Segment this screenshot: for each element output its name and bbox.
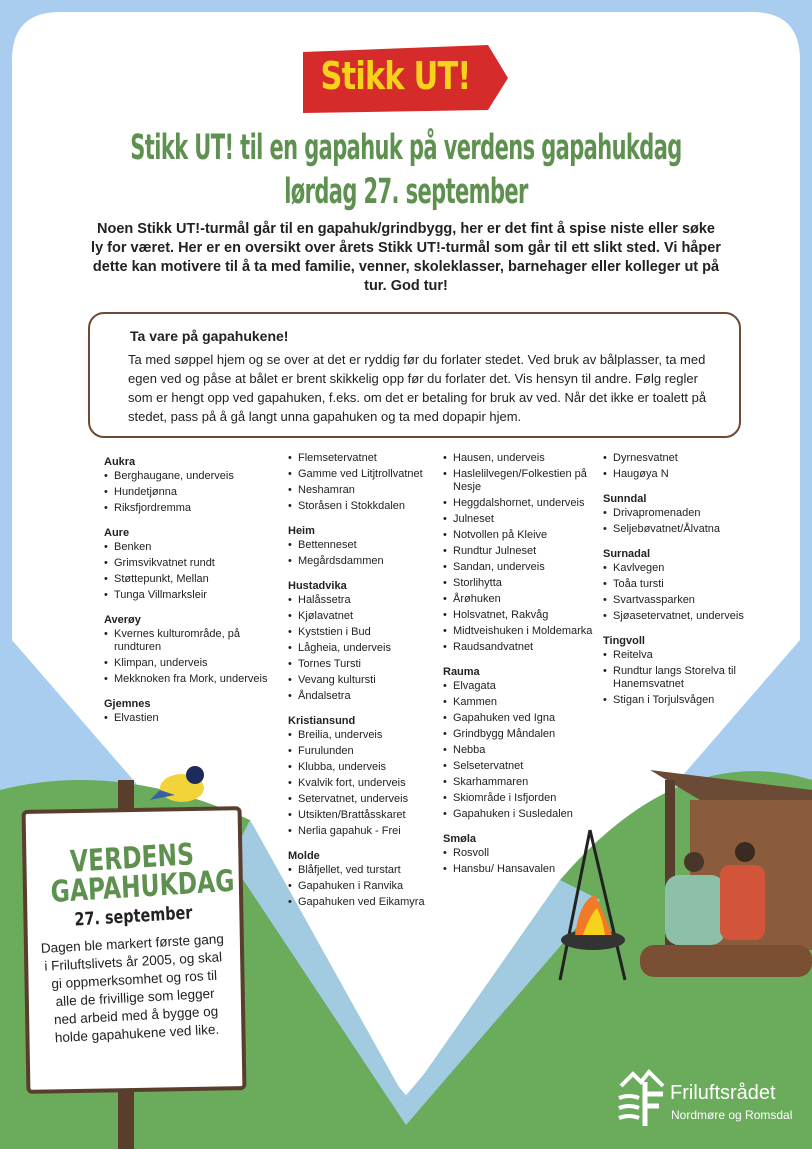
destination-item: • Skarhammaren [443,776,598,789]
destination-item: • Midtveishuken i Moldemarka [443,625,598,638]
destination-item: • Gapahuken i Ranvika [288,880,438,893]
municipality-heading: Rauma [443,666,480,678]
destination-item: • Riksfjordremma [104,502,269,515]
destination-item: • Halåssetra [288,594,438,607]
destination-item: • Gapahuken ved Eikamyra [288,896,438,909]
destination-item: • Gapahuken ved Igna [443,712,598,725]
destination-item: • Kammen [443,696,598,709]
municipality-group [443,452,598,654]
destination-item: • Lågheia, underveis [288,642,438,655]
destination-item: • Hundetjønna [104,486,269,499]
municipality-heading: Smøla [443,833,477,845]
destination-item: • Klimpan, underveis [104,657,269,670]
destination-item: • Rundtur Julneset [443,545,598,558]
page-title-line1: Stikk UT! til en gapahuk på verdens gapahukdag [130,128,682,168]
municipality-group [104,612,269,686]
destination-item: • Drivapromenaden [603,507,753,520]
sign-text: Dagen ble markert første gang i Friluftslivets år 2005, og skal gi oppmerksomhet og ros til alle de frivillige som legger ned arbeid med å bygge og holde gapahukene ved like. [40,931,225,1046]
care-text: Ta med søppel hjem og se over at det er ryddig før du forlater stedet. Ved bruk av bålplasser, ta med egen ved og påse at bålet er brent skikkelig opp før du forlater det. Vis hensyn til andre. Følg regler som er hengt opp ved gapahuken, f.eks. om det er betaling for bruk av ved. Når det ikke er toalett på stedet, pass på å gå langt unna gapahuken og ta med dopapir hjem. [128,352,707,424]
destination-item: • Kjølavatnet [288,610,438,623]
municipality-group [443,831,598,876]
municipality-group [288,452,438,513]
destination-item: • Rundtur langs Storelva til Hanemsvatnet [603,665,753,691]
municipality-group [288,578,438,703]
destination-item: • Blåfjellet, ved turstart [288,864,438,877]
destination-item: • Svartvassparken [603,594,753,607]
destination-item: • Vevang kultursti [288,674,438,687]
municipality-heading: Averøy [104,614,141,626]
destination-item: • Megårdsdammen [288,555,438,568]
destination-item: • Storlihytta [443,577,598,590]
destination-item: • Rosvoll [443,847,598,860]
municipality-group [104,696,269,725]
destination-item: • Tunga Villmarksleir [104,589,269,602]
destination-item: • Gapahuken i Susledalen [443,808,598,821]
municipality-heading: Sunndal [603,493,647,505]
info-sign [22,806,247,1094]
destination-item: • Hansbu/ Hansavalen [443,863,598,876]
destination-item: • Benken [104,541,269,554]
destination-item: • Haugøya N [603,468,753,481]
destination-item: • Utsikten/Brattåsskaret [288,809,438,822]
sign-title: VERDENS GAPAHUKDAG [49,837,236,911]
destination-item: • Elvagata [443,680,598,693]
friluftsradet-logo [615,1068,793,1133]
destination-item: • Heggdalshornet, underveis [443,497,598,510]
logo-name: Friluftsrådet [670,1082,776,1104]
destination-item: • Grimsvikvatnet rundt [104,557,269,570]
municipality-heading: Surnadal [603,548,651,560]
municipality-heading: Aukra [104,456,136,468]
destination-item: • Julneset [443,513,598,526]
destination-item: • Toåa tursti [603,578,753,591]
destination-item: • Reitelva [603,649,753,662]
destination-item: • Støttepunkt, Mellan [104,573,269,586]
destination-item: • Storåsen i Stokkdalen [288,500,438,513]
destination-item: • Åndalsetra [288,690,438,703]
municipality-heading: Tingvoll [603,635,645,647]
destination-item: • Stigan i Torjulsvågen [603,694,753,707]
destination-item: • Mekknoken fra Mork, underveis [104,673,269,686]
shelter-illustration [640,770,812,977]
municipality-group [288,713,438,838]
destination-item: • Gamme ved Litjtrollvatnet [288,468,438,481]
destination-item: • Tornes Tursti [288,658,438,671]
destination-item: • Setervatnet, underveis [288,793,438,806]
destination-item: • Flemsetervatnet [288,452,438,465]
municipality-group [288,848,438,909]
destination-item: • Sjøasetervatnet, underveis [603,610,753,623]
destination-item: • Raudsandvatnet [443,641,598,654]
destination-item: • Dyrnesvatnet [603,452,753,465]
destination-item: • Neshamran [288,484,438,497]
destination-item: • Nerlia gapahuk - Frei [288,825,438,838]
municipality-heading: Heim [288,525,315,537]
municipality-heading: Hustadvika [288,580,347,592]
stikk-ut-badge: Stikk UT! [320,54,471,98]
logo-region: Nordmøre og Romsdal [671,1108,793,1122]
page-title-line2: lørdag 27. september [284,172,528,212]
municipality-column [443,452,598,886]
destination-item: • Kvalvik fort, underveis [288,777,438,790]
destination-item: • Seljebøvatnet/Ålvatna [603,523,753,536]
municipality-group [443,664,598,821]
destination-item: • Grindbygg Måndalen [443,728,598,741]
destination-item: • Breilia, underveis [288,729,438,742]
destination-item: • Kavlvegen [603,562,753,575]
destination-item: • Furulunden [288,745,438,758]
destination-item: • Selsetervatnet [443,760,598,773]
logo-icon [615,1068,667,1128]
destination-item: • Haslelilvegen/Folkestien på Nesje [443,468,598,494]
municipality-heading: Kristiansund [288,715,356,727]
destination-item: • Årøhuken [443,593,598,606]
destination-item: • Kyststien i Bud [288,626,438,639]
destination-item: • Holsvatnet, Rakvåg [443,609,598,622]
municipality-group [104,454,269,515]
municipality-column [288,452,438,919]
destination-item: • Berghaugane, underveis [104,470,269,483]
municipality-heading: Gjemnes [104,698,151,710]
destination-item: • Kvernes kulturområde, på rundturen [104,628,269,654]
destination-item: • Skiområde i Isfjorden [443,792,598,805]
care-heading: Ta vare på gapahukene! [130,328,289,344]
municipality-group [288,523,438,568]
municipality-group [603,546,753,623]
destination-item: • Klubba, underveis [288,761,438,774]
destination-item: • Nebba [443,744,598,757]
care-box [88,312,741,438]
destination-item: • Sandan, underveis [443,561,598,574]
municipality-group [104,525,269,602]
destination-item: • Elvastien [104,712,269,725]
destination-item: • Bettenneset [288,539,438,552]
destination-item: • Notvollen på Kleive [443,529,598,542]
intro-text: Noen Stikk UT!-turmål går til en gapahuk/grindbygg, her er det fint å spise niste eller søke ly for været. Her er en oversikt over årets Stikk UT!-turmål som går til ett slikt sted. Vi håper dette kan motivere til å ta med familie, venner, skoleklasser, barnehager eller kolleger ut på tur. God tur! [91,221,721,294]
municipality-column [603,452,753,717]
municipality-group [603,491,753,536]
municipality-heading: Molde [288,850,320,862]
municipality-heading: Aure [104,527,130,539]
destination-item: • Hausen, underveis [443,452,598,465]
municipality-group [603,633,753,707]
municipality-column [104,452,269,735]
sign-date: 27. september [74,902,193,931]
municipality-group [603,452,753,481]
